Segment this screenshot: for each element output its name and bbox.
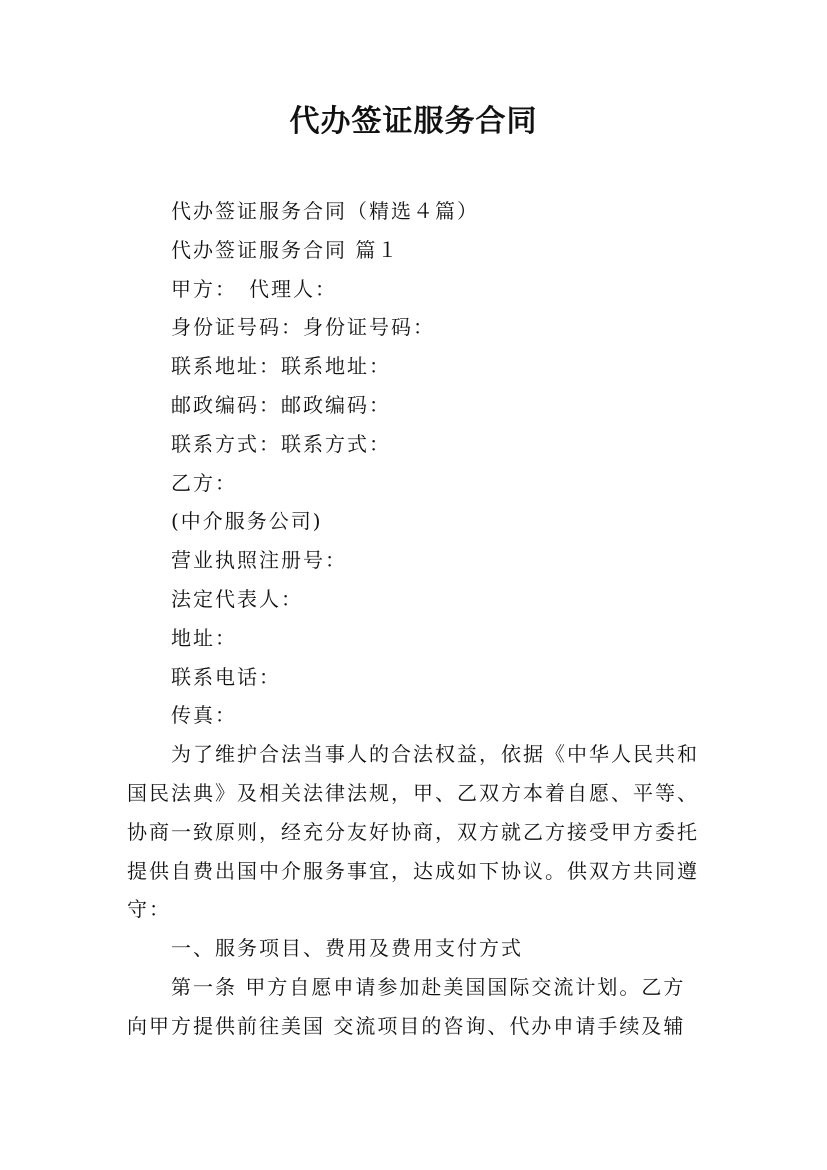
paragraph-line: 向甲方提供前往美国 交流项目的咨询、代办申请手续及辅 [127,1013,686,1038]
paragraph-line: 国民法典》及相关法律法规，甲、乙双方本着自愿、平等、 [127,780,699,805]
paragraph-line: 守： [127,897,171,922]
document-body [127,192,717,1046]
paragraph-line: 为了维护合法当事人的合法权益，依据《中华人民共和 [171,742,699,767]
phone-line: 联系电话： [171,664,281,689]
article-paragraph [127,968,717,1046]
postal-code-line: 邮政编码：邮政编码： [171,392,391,417]
paragraph-line: 第一条 甲方自愿申请参加赴美国国际交流计划。乙方 [171,974,686,999]
party-a-line: 甲方： 代理人： [171,276,337,301]
intro-paragraph [127,735,717,929]
paragraph-line: 提供自费出国中介服务事宜，达成如下协议。供双方共同遵 [127,858,699,883]
agency-line: (中介服务公司) [171,509,323,534]
section-heading: 一、服务项目、费用及费用支付方式 [171,936,523,961]
party-b-line: 乙方： [171,470,237,495]
fax-line: 传真： [171,703,237,728]
legal-rep-line: 法定代表人： [171,586,303,611]
document-title: 代办签证服务合同 [289,104,538,139]
id-number-line: 身份证号码：身份证号码： [171,315,435,340]
party-b-address-line: 地址： [171,625,237,650]
subtitle-line: 代办签证服务合同（精选４篇） [171,199,479,223]
section-title-line: 代办签证服务合同 篇１ [171,237,400,262]
contact-line: 联系方式：联系方式： [171,431,391,456]
paragraph-line: 协商一致原则，经充分友好协商，双方就乙方接受甲方委托 [127,819,699,844]
address-line: 联系地址：联系地址： [171,354,391,379]
license-line: 营业执照注册号： [171,548,347,573]
